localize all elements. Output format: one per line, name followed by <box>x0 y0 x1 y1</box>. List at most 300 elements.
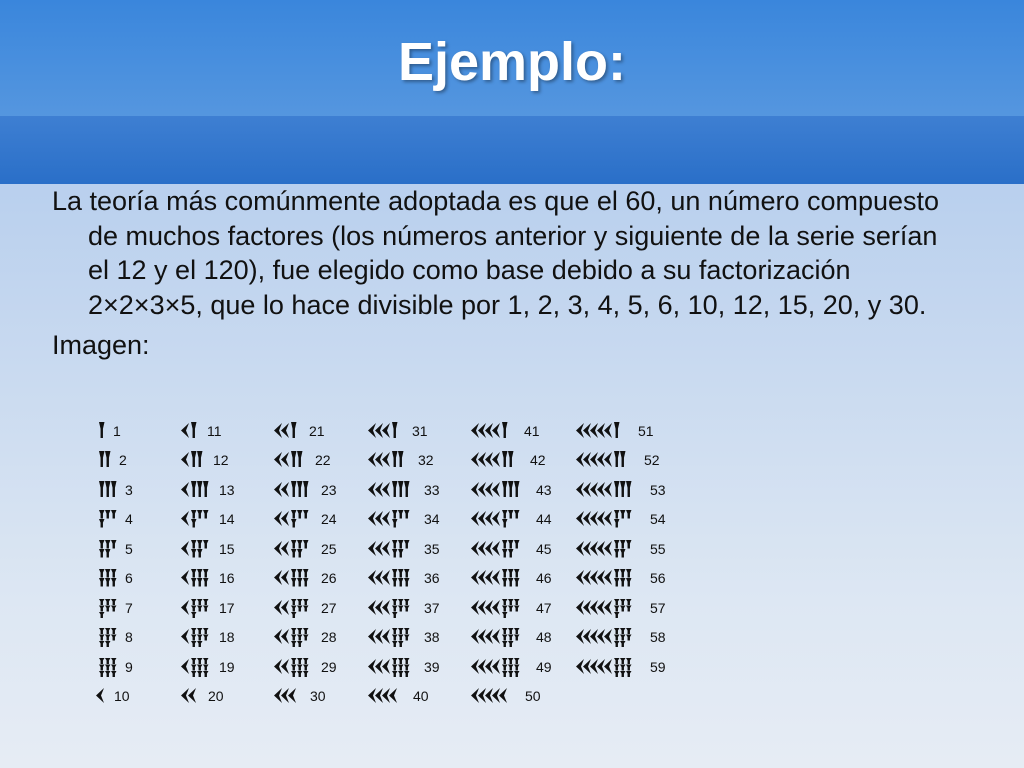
ten-wedge <box>597 659 605 674</box>
numeral-value: 30 <box>310 688 326 705</box>
unit-wedge <box>203 664 209 670</box>
numeral-value: 22 <box>315 452 331 469</box>
numeral-cell <box>470 652 552 682</box>
ten-wedge <box>375 541 383 556</box>
cuneiform-numeral-icon <box>367 626 416 648</box>
numeral-value: 12 <box>213 452 229 469</box>
ten-wedge <box>382 570 390 585</box>
ten-wedge <box>583 452 591 467</box>
ten-wedge <box>281 600 289 615</box>
ten-wedge <box>181 423 189 438</box>
numeral-value: 57 <box>650 599 666 616</box>
unit-wedge <box>514 658 520 664</box>
unit-wedge <box>398 605 404 611</box>
unit-wedge <box>297 540 303 549</box>
cuneiform-numeral-icon <box>180 597 211 619</box>
ten-wedge <box>368 452 376 467</box>
ten-wedge <box>471 482 479 497</box>
numeral-cell <box>575 416 654 446</box>
ten-wedge <box>288 688 296 703</box>
cuneiform-numeral-icon <box>95 449 111 471</box>
unit-wedge <box>392 664 398 670</box>
unit-wedge <box>291 578 297 587</box>
ten-wedge <box>181 600 189 615</box>
unit-wedge <box>111 605 117 611</box>
numeral-cell <box>470 534 552 564</box>
numeral-cell <box>367 652 440 682</box>
ten-wedge <box>382 600 390 615</box>
ten-wedge <box>478 452 486 467</box>
unit-wedge <box>620 671 626 677</box>
ten-wedge <box>181 482 189 497</box>
unit-wedge <box>303 578 309 587</box>
numeral-value: 50 <box>525 688 541 705</box>
unit-wedge <box>197 628 203 634</box>
ten-wedge <box>583 541 591 556</box>
unit-wedge <box>398 569 404 578</box>
ten-wedge <box>375 629 383 644</box>
unit-wedge <box>99 569 105 578</box>
unit-wedge <box>392 612 398 618</box>
cuneiform-numeral-icon <box>95 656 117 678</box>
header-band <box>0 116 1024 184</box>
ten-wedge <box>478 541 486 556</box>
ten-wedge <box>604 659 612 674</box>
unit-wedge <box>614 635 620 641</box>
cuneiform-numeral-icon <box>180 420 199 442</box>
numeral-cell <box>470 505 552 535</box>
unit-wedge <box>291 549 297 558</box>
unit-wedge <box>398 510 404 519</box>
unit-wedge <box>105 569 111 578</box>
ten-wedge <box>604 482 612 497</box>
ten-wedge <box>181 541 189 556</box>
unit-wedge <box>502 569 508 578</box>
ten-wedge <box>181 629 189 644</box>
cuneiform-numeral-icon <box>273 479 313 501</box>
ten-wedge <box>604 629 612 644</box>
unit-wedge <box>508 540 514 549</box>
ten-wedge <box>389 688 397 703</box>
unit-wedge <box>392 549 398 558</box>
cuneiform-numeral-icon <box>470 479 528 501</box>
numeral-value: 55 <box>650 540 666 557</box>
unit-wedge <box>99 510 105 519</box>
ten-wedge <box>492 600 500 615</box>
numeral-value: 3 <box>125 481 133 498</box>
unit-wedge <box>626 578 632 587</box>
unit-wedge <box>203 481 209 497</box>
cuneiform-numeral-icon <box>470 685 517 707</box>
unit-wedge <box>111 578 117 587</box>
unit-wedge <box>191 599 197 605</box>
ten-wedge <box>368 541 376 556</box>
numeral-cell <box>367 623 440 653</box>
unit-wedge <box>297 671 303 677</box>
unit-wedge <box>291 664 297 670</box>
unit-wedge <box>614 599 620 605</box>
ten-wedge <box>382 629 390 644</box>
unit-wedge <box>191 422 197 438</box>
numeral-cell <box>575 475 666 505</box>
unit-wedge <box>197 540 203 549</box>
numeral-value: 10 <box>114 688 130 705</box>
unit-wedge <box>303 635 309 641</box>
numeral-value: 27 <box>321 599 337 616</box>
unit-wedge <box>614 519 620 528</box>
ten-wedge <box>181 511 189 526</box>
unit-wedge <box>105 628 111 634</box>
unit-wedge <box>398 549 404 558</box>
numeral-value: 51 <box>638 422 654 439</box>
unit-wedge <box>105 549 111 558</box>
unit-wedge <box>203 540 209 549</box>
cuneiform-numeral-icon <box>95 567 117 589</box>
numeral-cell <box>95 623 133 653</box>
numeral-cell <box>180 593 235 623</box>
unit-wedge <box>502 605 508 611</box>
numeral-cell <box>575 593 666 623</box>
ten-wedge <box>492 452 500 467</box>
unit-wedge <box>203 578 209 587</box>
unit-wedge <box>99 612 105 618</box>
unit-wedge <box>197 641 203 647</box>
unit-wedge <box>111 671 117 677</box>
ten-wedge <box>485 659 493 674</box>
unit-wedge <box>191 635 197 641</box>
ten-wedge <box>471 570 479 585</box>
ten-wedge <box>368 688 376 703</box>
numeral-value: 53 <box>650 481 666 498</box>
unit-wedge <box>508 599 514 605</box>
numeral-value: 29 <box>321 658 337 675</box>
numeral-cell <box>273 593 337 623</box>
ten-wedge <box>382 452 390 467</box>
numeral-cell <box>273 534 337 564</box>
cuneiform-numeral-icon <box>367 479 416 501</box>
unit-wedge <box>191 628 197 634</box>
ten-wedge <box>604 452 612 467</box>
ten-wedge <box>492 570 500 585</box>
unit-wedge <box>502 422 508 438</box>
ten-wedge <box>471 541 479 556</box>
unit-wedge <box>111 658 117 664</box>
ten-wedge <box>478 511 486 526</box>
unit-wedge <box>297 510 303 519</box>
unit-wedge <box>203 671 209 677</box>
ten-wedge <box>492 511 500 526</box>
unit-wedge <box>398 671 404 677</box>
numeral-cell <box>470 593 552 623</box>
numeral-value: 9 <box>125 658 133 675</box>
unit-wedge <box>297 605 303 611</box>
unit-wedge <box>614 569 620 578</box>
numeral-value: 56 <box>650 570 666 587</box>
unit-wedge <box>392 578 398 587</box>
cuneiform-numeral-icon <box>273 449 307 471</box>
unit-wedge <box>620 510 626 519</box>
unit-wedge <box>404 671 410 677</box>
cuneiform-numeral-icon <box>470 420 516 442</box>
unit-wedge <box>614 671 620 677</box>
ten-wedge <box>590 482 598 497</box>
unit-wedge <box>191 658 197 664</box>
ten-wedge <box>368 482 376 497</box>
ten-wedge <box>485 541 493 556</box>
unit-wedge <box>99 641 105 647</box>
numeral-value: 20 <box>208 688 224 705</box>
image-label: Imagen: <box>52 330 150 360</box>
unit-wedge <box>508 641 514 647</box>
numeral-value: 39 <box>424 658 440 675</box>
numeral-cell <box>273 564 337 594</box>
unit-wedge <box>99 540 105 549</box>
numeral-cell <box>470 446 546 476</box>
unit-wedge <box>620 578 626 587</box>
unit-wedge <box>99 549 105 558</box>
cuneiform-numeral-icon <box>95 685 106 707</box>
ten-wedge <box>597 541 605 556</box>
unit-wedge <box>291 635 297 641</box>
numeral-cell <box>367 416 428 446</box>
ten-wedge <box>188 688 196 703</box>
ten-wedge <box>499 688 507 703</box>
unit-wedge <box>297 599 303 605</box>
unit-wedge <box>303 540 309 549</box>
ten-wedge <box>281 629 289 644</box>
unit-wedge <box>514 510 520 519</box>
unit-wedge <box>191 612 197 618</box>
numeral-cell <box>95 475 133 505</box>
ten-wedge <box>471 511 479 526</box>
unit-wedge <box>191 578 197 587</box>
unit-wedge <box>191 549 197 558</box>
unit-wedge <box>502 612 508 618</box>
ten-wedge <box>597 600 605 615</box>
cuneiform-numeral-icon <box>180 626 211 648</box>
cuneiform-numeral-icon <box>95 626 117 648</box>
unit-wedge <box>303 599 309 605</box>
unit-wedge <box>191 569 197 578</box>
unit-wedge <box>291 569 297 578</box>
unit-wedge <box>197 569 203 578</box>
unit-wedge <box>508 569 514 578</box>
unit-wedge <box>105 540 111 549</box>
numeral-value: 52 <box>644 452 660 469</box>
unit-wedge <box>99 671 105 677</box>
ten-wedge <box>485 423 493 438</box>
cuneiform-numeral-icon <box>180 449 205 471</box>
unit-wedge <box>392 481 398 497</box>
ten-wedge <box>597 511 605 526</box>
unit-wedge <box>111 481 117 497</box>
unit-wedge <box>614 664 620 670</box>
unit-wedge <box>614 422 620 438</box>
ten-wedge <box>471 688 479 703</box>
ten-wedge <box>274 541 282 556</box>
unit-wedge <box>398 451 404 467</box>
unit-wedge <box>99 519 105 528</box>
unit-wedge <box>502 519 508 528</box>
numeral-value: 21 <box>309 422 325 439</box>
numeral-cell <box>180 534 235 564</box>
unit-wedge <box>392 519 398 528</box>
ten-wedge <box>492 688 500 703</box>
unit-wedge <box>191 641 197 647</box>
unit-wedge <box>111 635 117 641</box>
unit-wedge <box>297 658 303 664</box>
numeral-value: 43 <box>536 481 552 498</box>
cuneiform-numeral-icon <box>367 420 404 442</box>
numeral-value: 15 <box>219 540 235 557</box>
unit-wedge <box>291 481 297 497</box>
ten-wedge <box>281 482 289 497</box>
cuneiform-numeral-icon <box>273 626 313 648</box>
numeral-cell <box>180 475 235 505</box>
ten-wedge <box>485 629 493 644</box>
unit-wedge <box>620 641 626 647</box>
cuneiform-numeral-icon <box>575 449 636 471</box>
ten-wedge <box>590 423 598 438</box>
unit-wedge <box>291 612 297 618</box>
numeral-value: 4 <box>125 511 133 528</box>
unit-wedge <box>392 628 398 634</box>
numeral-value: 42 <box>530 452 546 469</box>
ten-wedge <box>485 482 493 497</box>
slide-title: Ejemplo: <box>397 32 627 92</box>
unit-wedge <box>614 612 620 618</box>
cuneiform-numeral-icon <box>575 656 642 678</box>
ten-wedge <box>576 452 584 467</box>
unit-wedge <box>614 451 620 467</box>
unit-wedge <box>105 510 111 519</box>
numeral-cell <box>273 505 337 535</box>
unit-wedge <box>614 481 620 497</box>
ten-wedge <box>382 688 390 703</box>
unit-wedge <box>404 578 410 587</box>
numeral-cell <box>180 505 235 535</box>
ten-wedge <box>478 482 486 497</box>
ten-wedge <box>274 482 282 497</box>
unit-wedge <box>398 540 404 549</box>
cuneiform-numeral-icon <box>273 597 313 619</box>
cuneiform-numeral-icon <box>367 656 416 678</box>
cuneiform-numeral-icon <box>575 567 642 589</box>
unit-wedge <box>297 578 303 587</box>
cuneiform-numeral-icon <box>367 597 416 619</box>
ten-wedge <box>604 541 612 556</box>
unit-wedge <box>404 635 410 641</box>
numeral-cell <box>95 593 133 623</box>
ten-wedge <box>590 570 598 585</box>
numeral-value: 40 <box>413 688 429 705</box>
ten-wedge <box>576 629 584 644</box>
ten-wedge <box>597 570 605 585</box>
cuneiform-numeral-icon <box>95 597 117 619</box>
numeral-cell <box>367 534 440 564</box>
unit-wedge <box>191 540 197 549</box>
numeral-value: 49 <box>536 658 552 675</box>
ten-wedge <box>597 452 605 467</box>
babylonian-numerals-image <box>95 416 715 712</box>
unit-wedge <box>392 635 398 641</box>
unit-wedge <box>99 605 105 611</box>
unit-wedge <box>508 664 514 670</box>
numeral-cell <box>273 475 337 505</box>
numeral-cell <box>273 416 325 446</box>
ten-wedge <box>181 452 189 467</box>
unit-wedge <box>297 635 303 641</box>
unit-wedge <box>99 599 105 605</box>
unit-wedge <box>502 578 508 587</box>
ten-wedge <box>382 511 390 526</box>
unit-wedge <box>291 641 297 647</box>
ten-wedge <box>492 423 500 438</box>
unit-wedge <box>105 599 111 605</box>
numeral-cell <box>95 564 133 594</box>
ten-wedge <box>590 541 598 556</box>
ten-wedge <box>590 452 598 467</box>
cuneiform-numeral-icon <box>470 626 528 648</box>
unit-wedge <box>398 641 404 647</box>
cuneiform-numeral-icon <box>273 508 313 530</box>
unit-wedge <box>398 599 404 605</box>
ten-wedge <box>492 482 500 497</box>
numeral-value: 59 <box>650 658 666 675</box>
unit-wedge <box>626 481 632 497</box>
unit-wedge <box>291 671 297 677</box>
unit-wedge <box>297 569 303 578</box>
unit-wedge <box>111 540 117 549</box>
unit-wedge <box>620 664 626 670</box>
ten-wedge <box>604 600 612 615</box>
unit-wedge <box>99 658 105 664</box>
unit-wedge <box>197 510 203 519</box>
ten-wedge <box>478 688 486 703</box>
ten-wedge <box>471 600 479 615</box>
cuneiform-numeral-icon <box>180 656 211 678</box>
unit-wedge <box>392 658 398 664</box>
ten-wedge <box>492 629 500 644</box>
numeral-cell <box>470 564 552 594</box>
unit-wedge <box>303 664 309 670</box>
unit-wedge <box>620 599 626 605</box>
unit-wedge <box>191 510 197 519</box>
unit-wedge <box>203 605 209 611</box>
numeral-value: 31 <box>412 422 428 439</box>
numeral-cell <box>180 446 229 476</box>
numeral-cell <box>470 416 540 446</box>
numeral-cell <box>95 682 130 712</box>
ten-wedge <box>485 570 493 585</box>
cuneiform-numeral-icon <box>180 538 211 560</box>
numeral-value: 36 <box>424 570 440 587</box>
ten-wedge <box>492 541 500 556</box>
numeral-cell <box>470 623 552 653</box>
ten-wedge <box>597 482 605 497</box>
ten-wedge <box>590 629 598 644</box>
numeral-value: 47 <box>536 599 552 616</box>
unit-wedge <box>398 664 404 670</box>
ten-wedge <box>368 659 376 674</box>
unit-wedge <box>105 481 111 497</box>
numeral-value: 5 <box>125 540 133 557</box>
unit-wedge <box>111 628 117 634</box>
cuneiform-numeral-icon <box>95 538 117 560</box>
ten-wedge <box>375 511 383 526</box>
unit-wedge <box>404 664 410 670</box>
numeral-cell <box>367 505 440 535</box>
